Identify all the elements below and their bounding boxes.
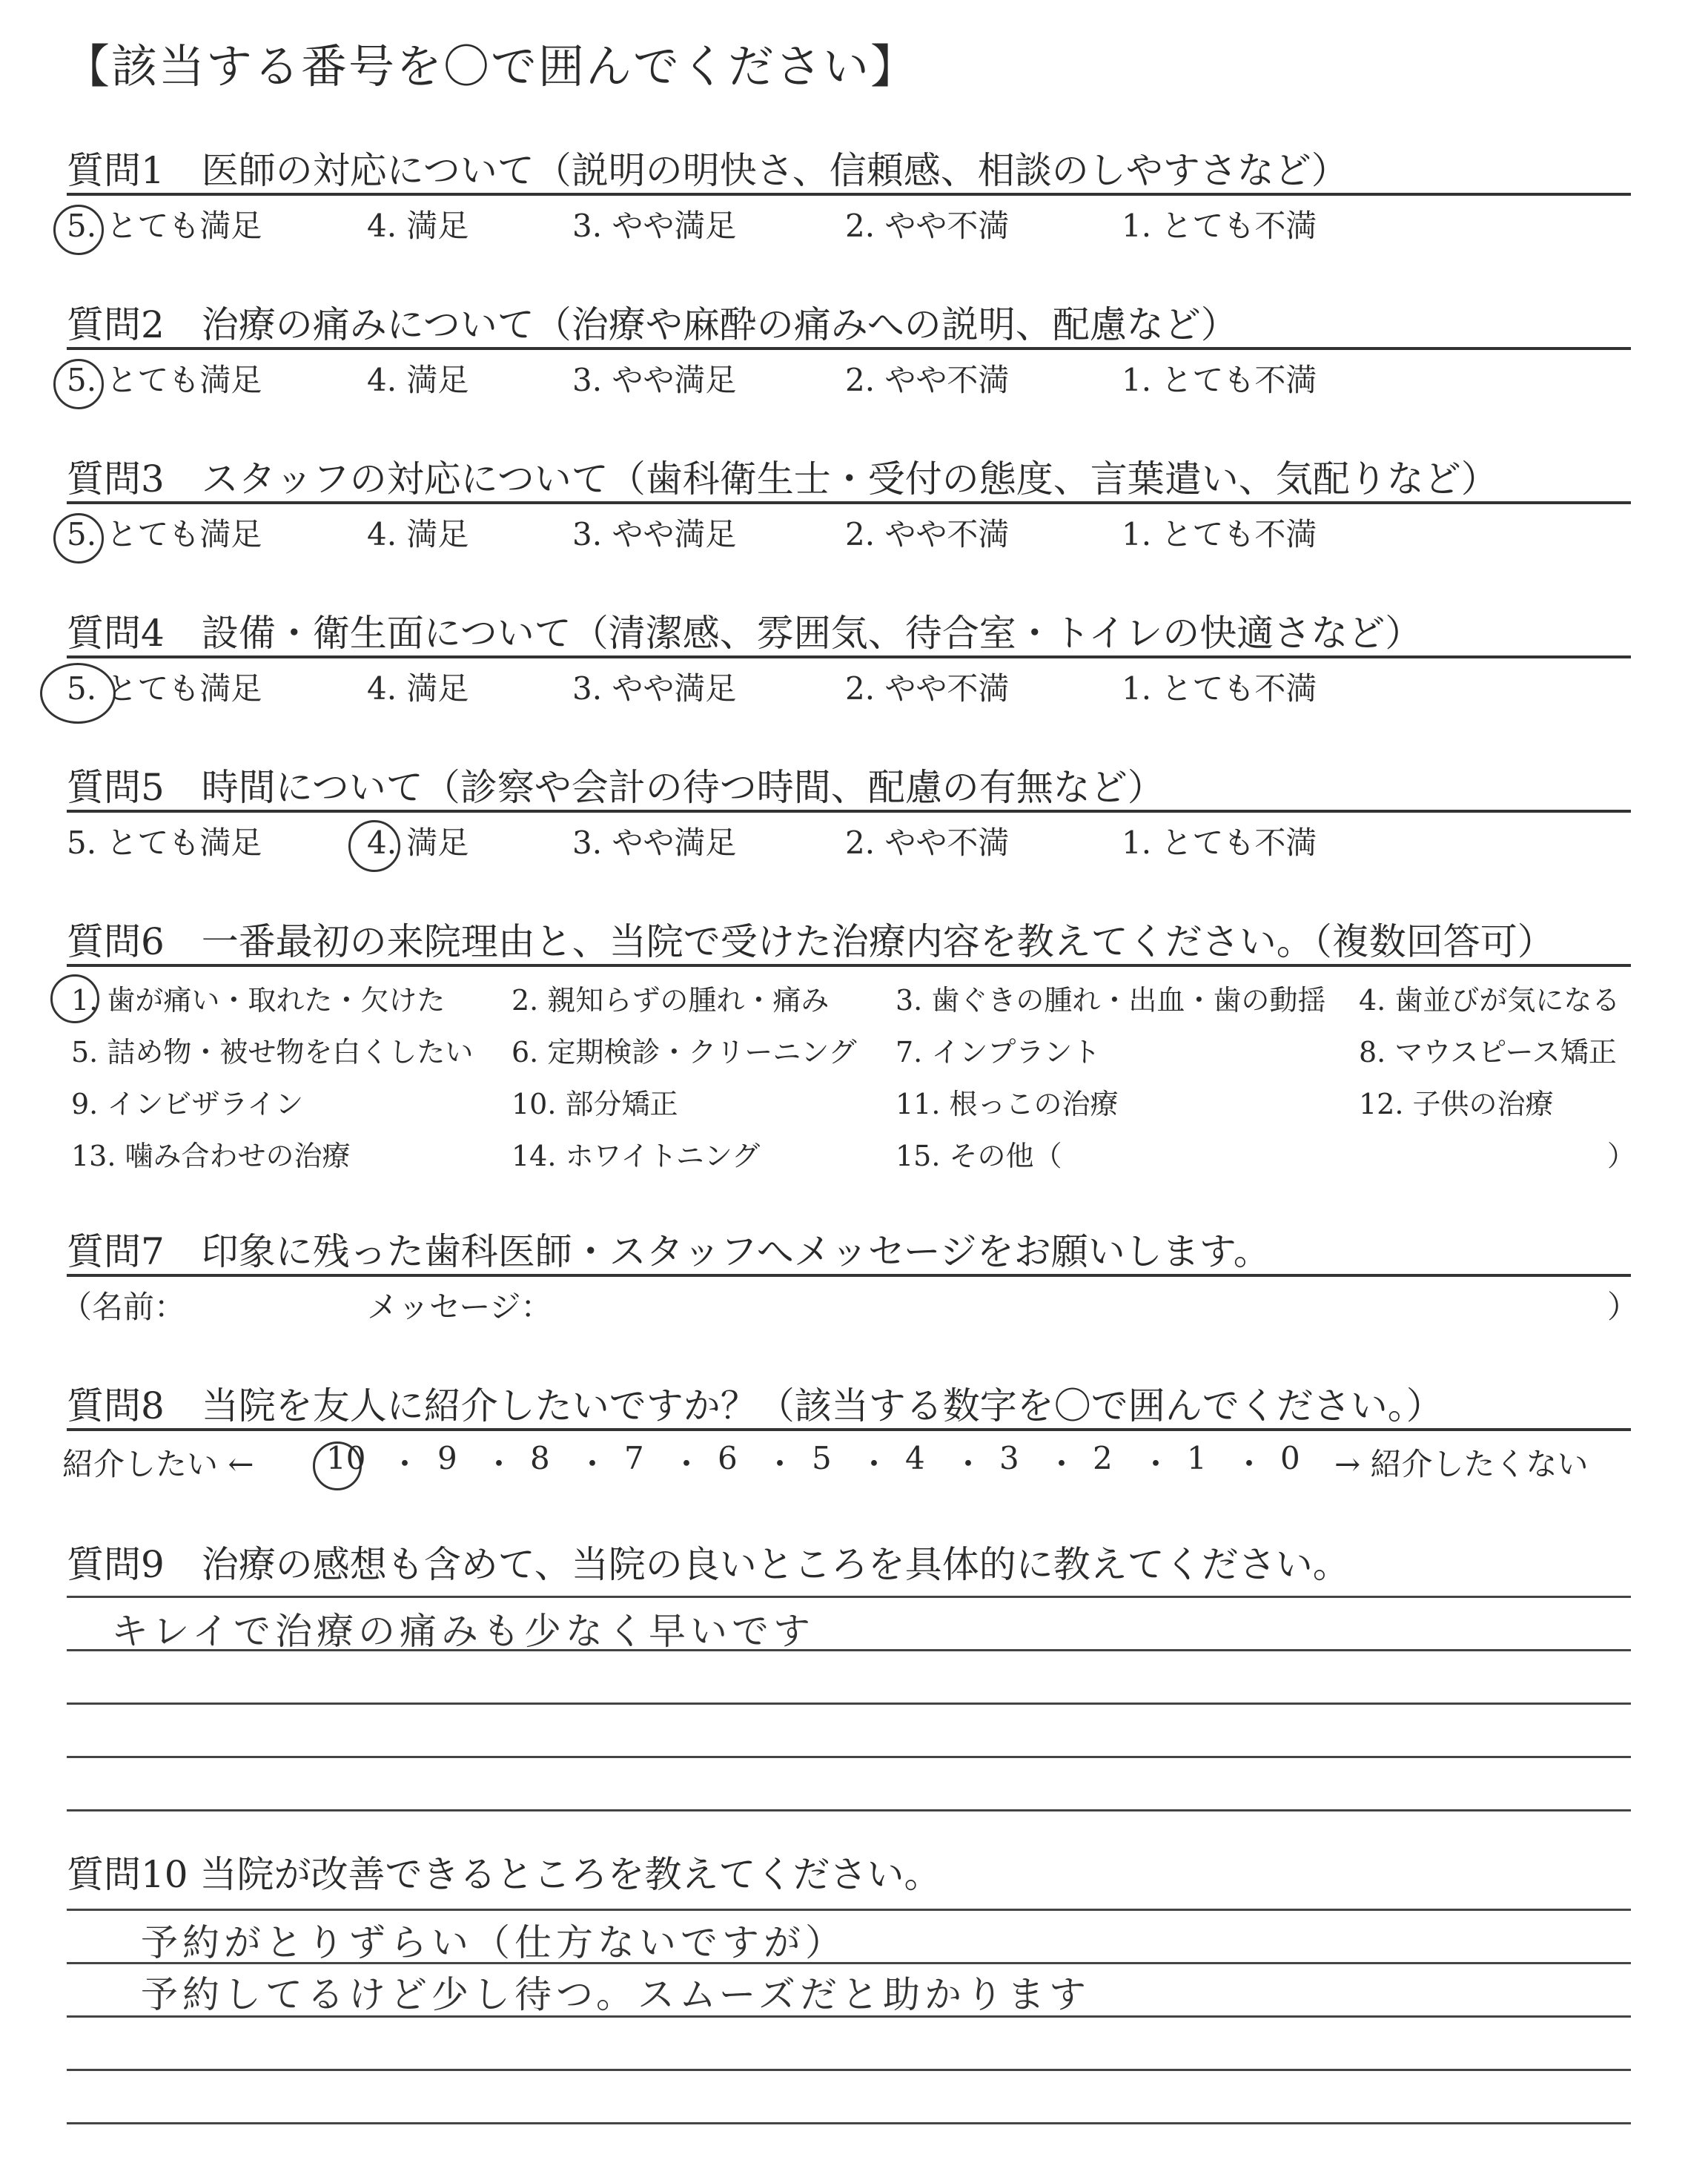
rating-option-5[interactable]: 5. とても満足 [67, 670, 262, 707]
rating-option-1[interactable]: 1. とても不満 [1122, 825, 1317, 861]
rating-option-5[interactable]: 5. とても満足 [67, 825, 262, 861]
question-1 [67, 141, 1631, 245]
scale-2[interactable]: 2 [1093, 1440, 1113, 1476]
answer-line [67, 1756, 1631, 1758]
scale-dot: ・ [1046, 1446, 1078, 1482]
rating-option-4[interactable]: 4. 満足 [367, 670, 469, 707]
scale-6[interactable]: 6 [718, 1440, 738, 1476]
rating-option-2[interactable]: 2. やや不満 [845, 670, 1010, 707]
reason-option-6[interactable]: 6. 定期検診・クリーニング [512, 1036, 857, 1069]
answer-line [67, 1702, 1631, 1705]
reason-option-13[interactable]: 13. 噛み合わせの治療 [71, 1140, 351, 1172]
reason-option-1[interactable]: 1. 歯が痛い・取れた・欠けた [71, 984, 446, 1017]
reason-option-7[interactable]: 7. インプラント [896, 1036, 1101, 1069]
answer-line [67, 1596, 1631, 1598]
divider [67, 810, 1631, 813]
q9-handwritten-answer[interactable]: キレイで治療の痛みも少なく早いです [111, 1610, 815, 1653]
scale-3[interactable]: 3 [999, 1440, 1019, 1476]
rating-option-3[interactable]: 3. やや満足 [572, 208, 737, 244]
q10-handwritten-answer-2[interactable]: 予約してるけど少し待つ。スムーズだと助かります [141, 1973, 1090, 2016]
rating-option-5[interactable]: 5. とても満足 [67, 516, 262, 552]
recommend-left-label: 紹介したい ← [62, 1446, 254, 1482]
scale-dot: ・ [577, 1446, 609, 1482]
scale-0[interactable]: 0 [1280, 1440, 1300, 1476]
reason-option-9[interactable]: 9. インビザライン [71, 1088, 304, 1120]
rating-option-3[interactable]: 3. やや満足 [572, 516, 737, 552]
answer-line [67, 2069, 1631, 2071]
name-field-label[interactable]: （名前： [61, 1289, 186, 1325]
answer-line [67, 1809, 1631, 1811]
question-9 [67, 1535, 1631, 1594]
reason-option-15[interactable]: 15. その他（ [896, 1140, 1062, 1172]
rating-option-1[interactable]: 1. とても不満 [1122, 362, 1317, 398]
divider [67, 347, 1631, 350]
rating-option-2[interactable]: 2. やや不満 [845, 516, 1010, 552]
answer-line [67, 2015, 1631, 2018]
rating-option-1[interactable]: 1. とても不満 [1122, 208, 1317, 244]
question-label: 質問3 スタッフの対応について（歯科衛生士・受付の態度、言葉遣い、気配りなど） [67, 458, 1498, 501]
other-close-paren: ） [1607, 1140, 1636, 1172]
scale-10[interactable]: 10 [326, 1440, 366, 1476]
question-6 [67, 912, 1636, 1179]
rating-option-3[interactable]: 3. やや満足 [572, 362, 737, 398]
scale-9[interactable]: 9 [437, 1440, 457, 1476]
rating-option-3[interactable]: 3. やや満足 [572, 670, 737, 707]
answer-line [67, 1649, 1631, 1651]
rating-option-2[interactable]: 2. やや不満 [845, 362, 1010, 398]
question-7 [61, 1222, 1639, 1326]
reason-option-11[interactable]: 11. 根っこの治療 [896, 1088, 1119, 1120]
rating-option-2[interactable]: 2. やや不満 [845, 825, 1010, 861]
scale-dot: ・ [671, 1446, 703, 1482]
reason-option-5[interactable]: 5. 詰め物・被せ物を白くしたい [71, 1036, 474, 1069]
question-2 [67, 295, 1631, 399]
reason-option-2[interactable]: 2. 親知らずの腫れ・痛み [512, 984, 830, 1017]
scale-dot: ・ [953, 1446, 984, 1482]
scale-dot: ・ [389, 1446, 421, 1482]
close-paren: ） [1607, 1289, 1639, 1325]
divider [67, 1274, 1631, 1277]
divider [67, 193, 1631, 196]
rating-option-4[interactable]: 4. 満足 [367, 516, 469, 552]
answer-line [67, 2122, 1631, 2124]
question-label: 質問10 当院が改善できるところを教えてください。 [67, 1853, 941, 1896]
scale-4[interactable]: 4 [905, 1440, 925, 1476]
divider [67, 501, 1631, 504]
form-title: 【該当する番号を〇で囲んでください】 [64, 39, 918, 93]
scale-8[interactable]: 8 [530, 1440, 550, 1476]
reason-option-14[interactable]: 14. ホワイトニング [512, 1140, 761, 1172]
question-label: 質問1 医師の対応について（説明の明快さ、信頼感、相談のしやすさなど） [67, 149, 1348, 192]
scale-dot: ・ [483, 1446, 515, 1482]
rating-option-1[interactable]: 1. とても不満 [1122, 516, 1317, 552]
rating-option-3[interactable]: 3. やや満足 [572, 825, 737, 861]
scale-1[interactable]: 1 [1187, 1440, 1207, 1476]
reason-option-8[interactable]: 8. マウスピース矯正 [1359, 1036, 1617, 1069]
scale-5[interactable]: 5 [812, 1440, 832, 1476]
question-label: 質問7 印象に残った歯科医師・スタッフへメッセージをお願いします。 [67, 1230, 1271, 1273]
rating-option-4[interactable]: 4. 満足 [367, 362, 469, 398]
divider [67, 964, 1631, 967]
scale-dot: ・ [764, 1446, 796, 1482]
rating-option-2[interactable]: 2. やや不満 [845, 208, 1010, 244]
message-field-label[interactable]: メッセージ： [367, 1289, 552, 1325]
scale-dot: ・ [858, 1446, 890, 1482]
reason-option-10[interactable]: 10. 部分矯正 [512, 1088, 678, 1120]
scale-7[interactable]: 7 [624, 1440, 644, 1476]
q10-handwritten-answer-1[interactable]: 予約がとりずらい（仕方ないですが） [141, 1921, 847, 1964]
question-label: 質問4 設備・衛生面について（清潔感、雰囲気、待合室・トイレの快適さなど） [67, 612, 1423, 655]
reason-option-3[interactable]: 3. 歯ぐきの腫れ・出血・歯の動揺 [896, 984, 1326, 1017]
divider [67, 1428, 1631, 1431]
rating-option-4[interactable]: 4. 満足 [367, 825, 469, 861]
question-4 [67, 604, 1631, 707]
scale-dot: ・ [1234, 1446, 1265, 1482]
answer-line [67, 1909, 1631, 1911]
question-8 [62, 1376, 1631, 1487]
rating-option-5[interactable]: 5. とても満足 [67, 362, 262, 398]
question-label: 質問5 時間について（診察や会計の待つ時間、配慮の有無など） [67, 766, 1165, 809]
question-10 [67, 1845, 1631, 1904]
question-label: 質問9 治療の感想も含めて、当院の良いところを具体的に教えてください。 [67, 1543, 1350, 1586]
rating-option-5[interactable]: 5. とても満足 [67, 208, 262, 244]
divider [67, 655, 1631, 658]
rating-option-1[interactable]: 1. とても不満 [1122, 670, 1317, 707]
rating-option-4[interactable]: 4. 満足 [367, 208, 469, 244]
recommend-right-label: → 紹介したくない [1334, 1446, 1589, 1482]
question-label: 質問6 一番最初の来院理由と、当院で受けた治療内容を教えてください。（複数回答可） [67, 920, 1555, 963]
question-5 [67, 758, 1631, 862]
answer-line [67, 1962, 1631, 1964]
reason-option-4[interactable]: 4. 歯並びが気になる [1359, 984, 1621, 1017]
question-label: 質問2 治療の痛みについて（治療や麻酔の痛みへの説明、配慮など） [67, 303, 1238, 346]
scale-dot: ・ [1140, 1446, 1172, 1482]
question-label: 質問8 当院を友人に紹介したいですか？（該当する数字を〇で囲んでください。） [67, 1384, 1443, 1427]
question-3 [67, 449, 1631, 553]
reason-option-12[interactable]: 12. 子供の治療 [1359, 1088, 1554, 1120]
